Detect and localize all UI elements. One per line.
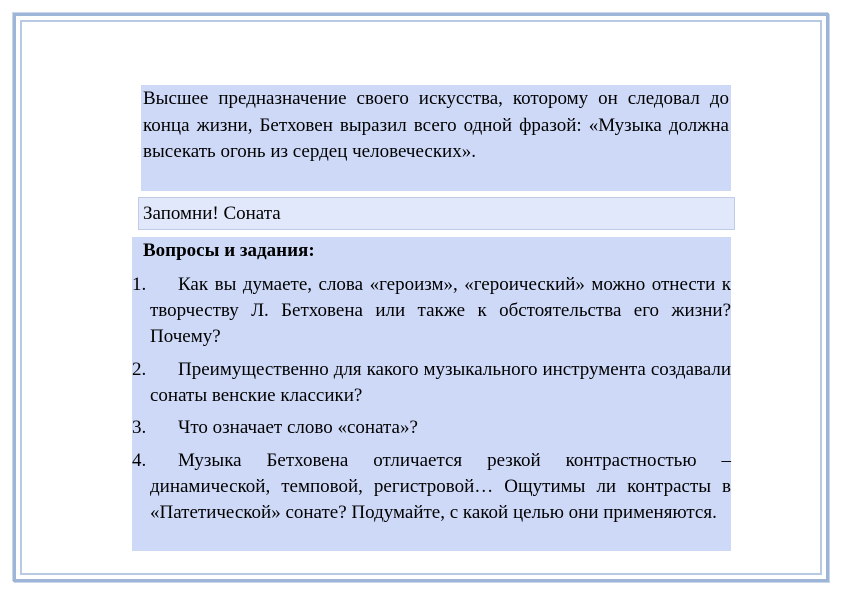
question-text: Как вы думаете, слова «героизм», «героический» можно отнести к творчеству Л. Бетховена или также к обстоятельства его жизни? Почему? bbox=[150, 274, 731, 347]
quote-block bbox=[141, 85, 731, 191]
question-text: Музыка Бетховена отличается резкой контрастностью – динамической, темповой, регистровой… Ощутимы ли контрасты в «Патетической» сонате? Подумайте, с какой целью они применяются. bbox=[150, 450, 731, 523]
question-text: Преимущественно для какого музыкального инструмента создавали сонаты венские классики? bbox=[150, 359, 731, 406]
questions-block bbox=[132, 237, 731, 551]
question-number: 1. bbox=[132, 274, 147, 295]
question-number: 3. bbox=[132, 417, 147, 438]
question-number: 4. bbox=[132, 450, 147, 471]
remember-text: Запомни! Соната bbox=[143, 203, 281, 224]
questions-heading: Вопросы и задания: bbox=[143, 240, 315, 261]
question-text: Что означает слово «соната»? bbox=[178, 417, 418, 438]
question-item bbox=[132, 448, 731, 526]
question-number: 2. bbox=[132, 359, 147, 380]
quote-text: Высшее предназначение своего искусства, которому он следовал до конца жизни, Бетховен выразил всего одной фразой: «Музыка должна высекать огонь из сердец человеческих». bbox=[143, 88, 729, 162]
question-item bbox=[132, 357, 731, 409]
question-item bbox=[132, 272, 731, 350]
question-item bbox=[132, 415, 731, 441]
remember-block bbox=[138, 197, 735, 230]
